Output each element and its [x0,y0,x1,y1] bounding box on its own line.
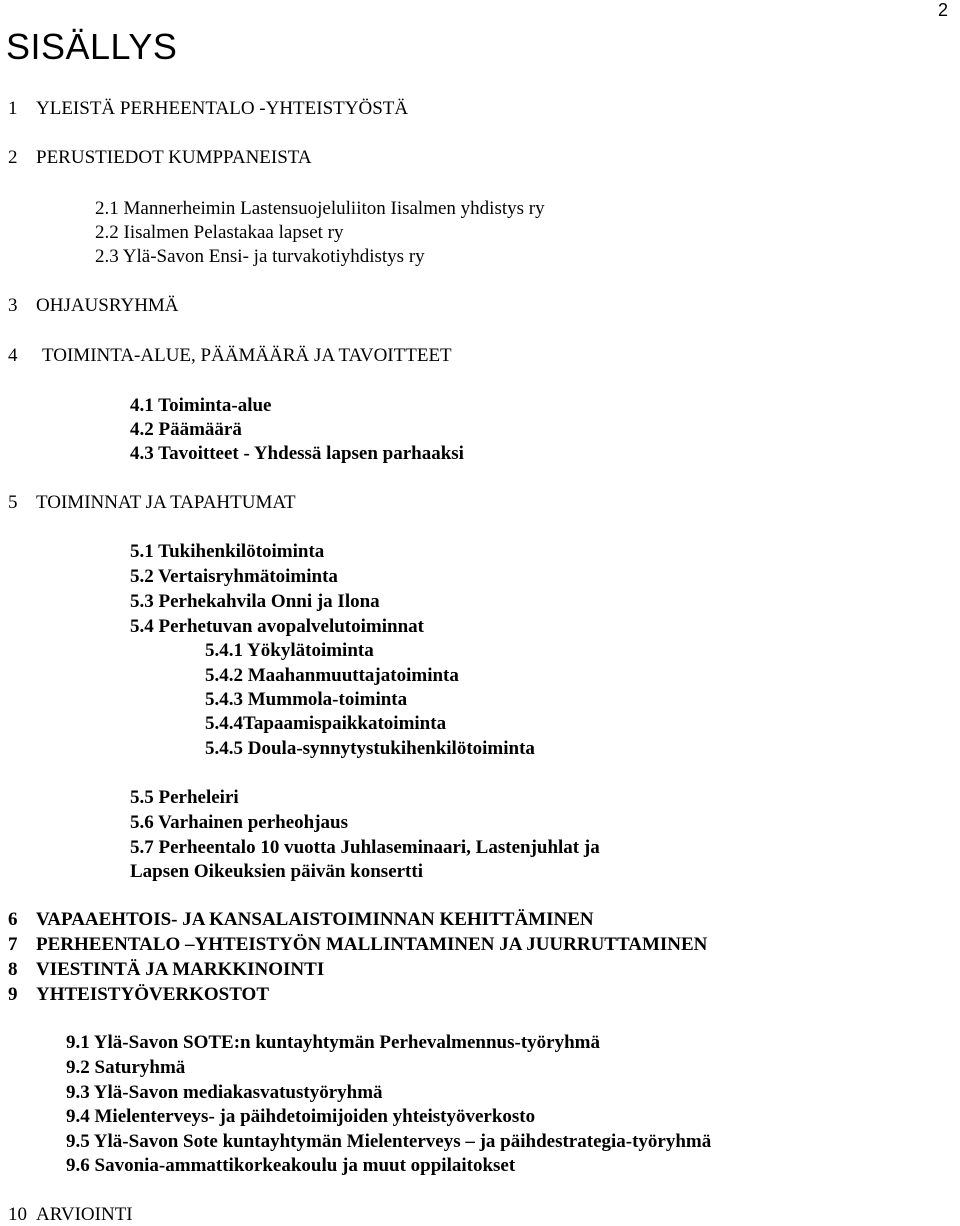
toc-entry-5 [8,492,296,514]
toc-entry-5-6: 5.6 Varhainen perheohjaus [130,812,349,833]
toc-entry-2-2: 2.2 Iisalmen Pelastakaa lapset ry [95,222,344,243]
toc-number: 10 [8,1204,27,1225]
toc-title: VIESTINTÄ JA MARKKINOINTI [36,959,325,980]
toc-entry-8 [8,959,324,981]
toc-entry-5-3: 5.3 Perhekahvila Onni ja Ilona [130,591,380,612]
toc-number: 6 [8,909,18,930]
toc-title: YLEISTÄ PERHEENTALO -YHTEISTYÖSTÄ [36,98,409,119]
toc-number: 4 [8,345,18,366]
toc-entry-3 [8,295,179,317]
toc-entry-9-2: 9.2 Saturyhmä [66,1057,186,1078]
toc-entry-2-3: 2.3 Ylä-Savon Ensi- ja turvakotiyhdistys ry [95,246,425,267]
page-title: SISÄLLYS [6,26,178,67]
toc-entry-1 [8,98,408,120]
toc-title: YHTEISTYÖVERKOSTOT [36,984,270,1005]
toc-number: 1 [8,98,18,119]
toc-entry-5-4-4: 5.4.4Tapaamispaikkatoiminta [205,713,447,734]
toc-title: ARVIOINTI [36,1204,133,1225]
toc-entry-5-7-continued: Lapsen Oikeuksien päivän konsertti [130,861,423,882]
page-number: 2 [937,0,948,20]
toc-entry-9-4: 9.4 Mielenterveys- ja päihdetoimijoiden yhteistyöverkosto [66,1106,536,1127]
toc-title: PERUSTIEDOT KUMPPANEISTA [36,147,312,168]
toc-entry-5-4-3: 5.4.3 Mummola-toiminta [205,689,408,710]
toc-number: 5 [8,492,18,513]
toc-number: 3 [8,295,18,316]
toc-entry-2 [8,147,312,169]
toc-number: 7 [8,934,18,955]
toc-title: TOIMINNAT JA TAPAHTUMAT [36,492,296,513]
toc-entry-5-1: 5.1 Tukihenkilötoiminta [130,541,325,562]
toc-entry-9-6: 9.6 Savonia-ammattikorkeakoulu ja muut oppilaitokset [66,1155,516,1176]
toc-entry-2-1: 2.1 Mannerheimin Lastensuojeluliiton Iisalmen yhdistys ry [95,198,545,219]
toc-title: TOIMINTA-ALUE, PÄÄMÄÄRÄ JA TAVOITTEET [42,345,452,366]
toc-entry-4 [8,345,452,367]
toc-title: VAPAAEHTOIS- JA KANSALAISTOIMINNAN KEHITTÄMINEN [36,909,594,930]
toc-entry-6 [8,909,594,931]
toc-title: PERHEENTALO –YHTEISTYÖN MALLINTAMINEN JA JUURRUTTAMINEN [36,934,708,955]
toc-entry-5-2: 5.2 Vertaisryhmätoiminta [130,566,338,587]
toc-number: 2 [8,147,18,168]
toc-entry-5-4: 5.4 Perhetuvan avopalvelutoiminnat [130,616,424,637]
toc-entry-7 [8,934,707,956]
toc-entry-5-5: 5.5 Perheleiri [130,787,239,808]
toc-entry-9-5: 9.5 Ylä-Savon Sote kuntayhtymän Mielenterveys – ja päihdestrategia-työryhmä [66,1131,712,1152]
toc-entry-4-1: 4.1 Toiminta-alue [130,395,272,416]
toc-entry-5-4-2: 5.4.2 Maahanmuuttajatoiminta [205,665,459,686]
toc-entry-9-1: 9.1 Ylä-Savon SOTE:n kuntayhtymän Perhevalmennus-työryhmä [66,1032,600,1053]
toc-entry-4-3: 4.3 Tavoitteet - Yhdessä lapsen parhaaksi [130,443,464,464]
toc-title: OHJAUSRYHMÄ [36,295,179,316]
toc-entry-5-4-1: 5.4.1 Yökylätoiminta [205,640,374,661]
toc-entry-9 [8,984,269,1006]
toc-entry-5-4-5: 5.4.5 Doula-synnytystukihenkilötoiminta [205,738,535,759]
toc-number: 8 [8,959,18,980]
toc-number: 9 [8,984,18,1005]
toc-entry-5-7: 5.7 Perheentalo 10 vuotta Juhlaseminaari, Lastenjuhlat ja [130,837,600,858]
toc-entry-9-3: 9.3 Ylä-Savon mediakasvatustyöryhmä [66,1082,383,1103]
toc-entry-4-2: 4.2 Päämäärä [130,419,242,440]
